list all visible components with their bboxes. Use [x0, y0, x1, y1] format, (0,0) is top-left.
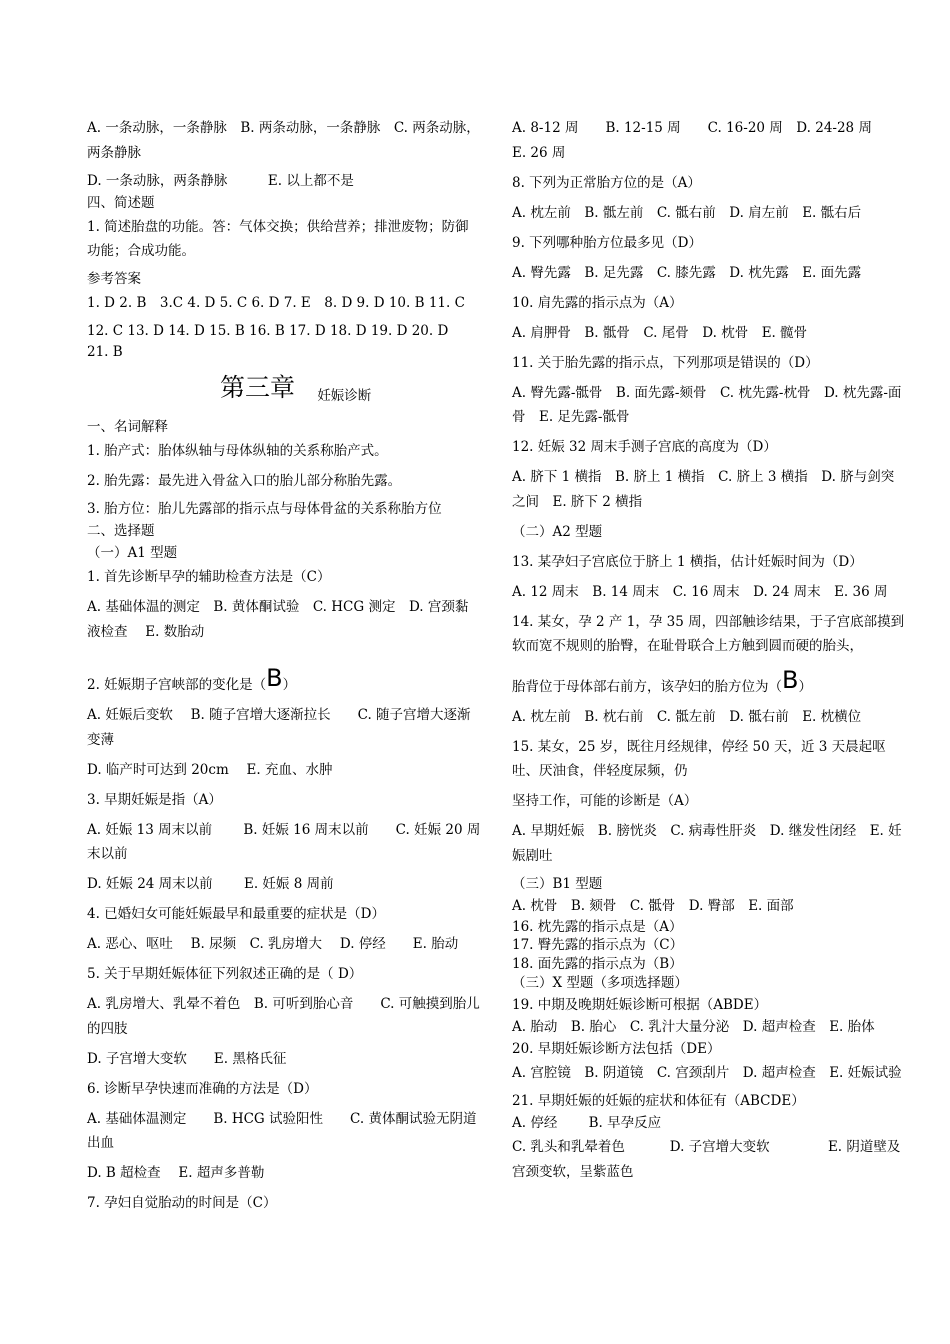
options: A. 早期妊娠 B. 膀恍炎 C. 病毒性肝炎 D. 继发性闭经 E. 妊娠剧吐 — [512, 823, 902, 864]
right-column — [512, 116, 906, 1190]
question: 19. 中期及晚期妊娠诊断可根据（ABDE） — [512, 997, 768, 1013]
question: 7. 孕妇自觉胎动的时间是（C） — [87, 1195, 277, 1211]
answer-letter: B — [266, 664, 283, 692]
options: A. 胎动 B. 胎心 C. 乳汁大量分泌 D. 超声检查 E. 胎体 — [512, 1019, 875, 1035]
question — [87, 666, 481, 698]
question-text: ） — [282, 677, 297, 693]
text-line: D. 一条动脉，两条静脉 E. 以上都不是 — [87, 172, 354, 189]
options: A. 肩胛骨 B. 骶骨 C. 尾骨 D. 枕骨 E. 髋骨 — [512, 324, 808, 341]
question — [512, 665, 906, 700]
chapter-subtitle: 妊娠诊断 — [317, 388, 372, 404]
options: D. 子宫增大变软 E. 黑格氏征 — [87, 1050, 287, 1067]
question: 17. 臀先露的指示点为（C） — [512, 937, 684, 953]
left-column — [87, 116, 481, 1221]
question: 11. 关于胎先露的指示点，下列那项是错误的（D） — [512, 354, 819, 371]
section-heading: 四、简述题 — [87, 194, 155, 211]
options: A. 12 周末 B. 14 周末 C. 16 周末 D. 24 周末 E. 36 周 — [512, 583, 888, 600]
options: C. 乳头和乳晕着色 D. 子宫增大变软 E. 阴道壁及宫颈变软，呈紫蓝色 — [512, 1139, 901, 1180]
chapter-number: 第三章 — [220, 373, 296, 402]
question: 1. 首先诊断早孕的辅助检查方法是（C） — [87, 569, 331, 585]
options: D. B 超检查 E. 超声多普勒 — [87, 1165, 265, 1181]
question: 16. 枕先露的指示点是（A） — [512, 918, 683, 935]
options: D. 妊娠 24 周末以前 E. 妊娠 8 周前 — [87, 876, 334, 892]
question: 15. 某女，25 岁，既往月经规律，停经 50 天，近 3 天晨起呕吐、厌油食，伴轻度尿频，仍 — [512, 738, 886, 779]
question: 21. 早期妊娠的妊娠的症状和体征有（ABCDE） — [512, 1093, 805, 1109]
options: A. 妊娠 13 周末以前 B. 妊娠 16 周末以前 C. 妊娠 20 周末以前 — [87, 821, 481, 862]
section-heading: 二、选择题 — [87, 523, 155, 539]
section-heading: 参考答案 — [87, 271, 141, 287]
subsection-heading: （三）X 型题（多项选择题） — [512, 975, 688, 991]
chapter-title — [220, 371, 481, 413]
question: 20. 早期妊娠诊断方法包括（DE） — [512, 1041, 721, 1057]
options: A. 8-12 周 B. 12-15 周 C. 16-20 周 D. 24-28 周 E. 26 周 — [512, 120, 899, 161]
question-text: 2. 妊娠期子宫峡部的变化是（ — [87, 677, 267, 693]
options: D. 临产时可达到 20cm E. 充血、水肿 — [87, 761, 333, 778]
options: A. 恶心、呕吐 B. 尿频 C. 乳房增大 D. 停经 E. 胎动 — [87, 936, 459, 952]
text-line: A. 一条动脉，一条静脉 B. 两条动脉，一条静脉 C. 两条动脉，两条静脉 — [87, 120, 480, 161]
question: 12. 妊娠 32 周末手测子宫底的高度为（D） — [512, 439, 777, 455]
options: A. 枕左前 B. 枕右前 C. 骶左前 D. 骶右前 E. 枕横位 — [512, 708, 862, 725]
section-heading: 一、名词解释 — [87, 419, 168, 435]
question: 8. 下列为正常胎方位的是（A） — [512, 174, 701, 191]
question: 18. 面先露的指示点为（B） — [512, 955, 683, 972]
answer-letter: B — [782, 665, 799, 694]
options: A. 宫腔镜 B. 阴道镜 C. 宫颈刮片 D. 超声检查 E. 妊娠试验 — [512, 1065, 902, 1081]
question: 4. 已婚妇女可能妊娠最早和最重要的症状是（D） — [87, 906, 385, 922]
options: A. 臀先露 B. 足先露 C. 膝先露 D. 枕先露 E. 面先露 — [512, 264, 862, 281]
answer-key-line: 12. C 13. D 14. D 15. B 16. B 17. D 18. D 19. D 20. D 21. B — [87, 323, 462, 360]
text-line: 3. 胎方位：胎儿先露部的指示点与母体骨盆的关系称胎方位 — [87, 501, 442, 517]
question: 坚持工作，可能的诊断是（A） — [512, 793, 698, 809]
subsection-heading: （三）B1 型题 — [512, 875, 603, 892]
question-text: 胎背位于母体部右前方，该孕妇的胎方位为（ — [512, 678, 782, 695]
text-line: 2. 胎先露：最先进入骨盆入口的胎儿部分称胎先露。 — [87, 473, 402, 489]
text-line: 1. 胎产式：胎体纵轴与母体纵轴的关系称胎产式。 — [87, 443, 388, 459]
question-text: ） — [798, 678, 812, 695]
question: 10. 肩先露的指示点为（A） — [512, 294, 683, 311]
options: A. 基础体温的测定 B. 黄体酮试验 C. HCG 测定 D. 宫颈黏液检查 E. 数胎动 — [87, 599, 469, 640]
options: A. 脐下 1 横指 B. 脐上 1 横指 C. 脐上 3 横指 D. 脐与剑突之间 E. 脐下 2 横指 — [512, 469, 895, 510]
question: 6. 诊断早孕快速而准确的方法是（D） — [87, 1080, 318, 1097]
text-line: 1. 简述胎盘的功能。答：气体交换；供给营养；排泄废物；防御功能；合成功能。 — [87, 218, 469, 259]
options: A. 停经 B. 早孕反应 — [512, 1115, 662, 1131]
options: A. 基础体温测定 B. HCG 试验阳性 C. 黄体酮试验无阴道出血 — [87, 1110, 477, 1151]
question: 14. 某女，孕 2 产 1，孕 35 周，四部触诊结果，于子宫底部摸到软而宽不规则的胎臀，在耻骨联合上方触到圆而硬的胎头， — [512, 613, 905, 654]
question: 9. 下列哪种胎方位最多见（D） — [512, 234, 702, 251]
options: A. 枕左前 B. 骶左前 C. 骶右前 D. 肩左前 E. 骶右后 — [512, 204, 862, 221]
options: A. 妊娠后变软 B. 随子宫增大逐渐拉长 C. 随子宫增大逐渐变薄 — [87, 707, 471, 748]
options: A. 臀先露-骶骨 B. 面先露-颏骨 C. 枕先露-枕骨 D. 枕先露-面骨 E. 足先露-骶骨 — [512, 384, 902, 425]
question: 13. 某孕妇子宫底位于脐上 1 横指，估计妊娠时间为（D） — [512, 553, 863, 570]
subsection-heading: （二）A2 型题 — [512, 523, 603, 540]
question: 3. 早期妊娠是指（A） — [87, 791, 222, 808]
options: A. 乳房增大、乳晕不着色 B. 可听到胎心音 C. 可触摸到胎儿的四肢 — [87, 996, 480, 1037]
subsection-heading: （一）A1 型题 — [87, 545, 178, 561]
answer-key-line: 1. D 2. B 3.C 4. D 5. C 6. D 7. E 8. D 9. D 10. B 11. C — [87, 295, 465, 311]
options: A. 枕骨 B. 颏骨 C. 骶骨 D. 臀部 E. 面部 — [512, 897, 794, 914]
question: 5. 关于早期妊娠体征下列叙述正确的是（ D） — [87, 966, 363, 982]
